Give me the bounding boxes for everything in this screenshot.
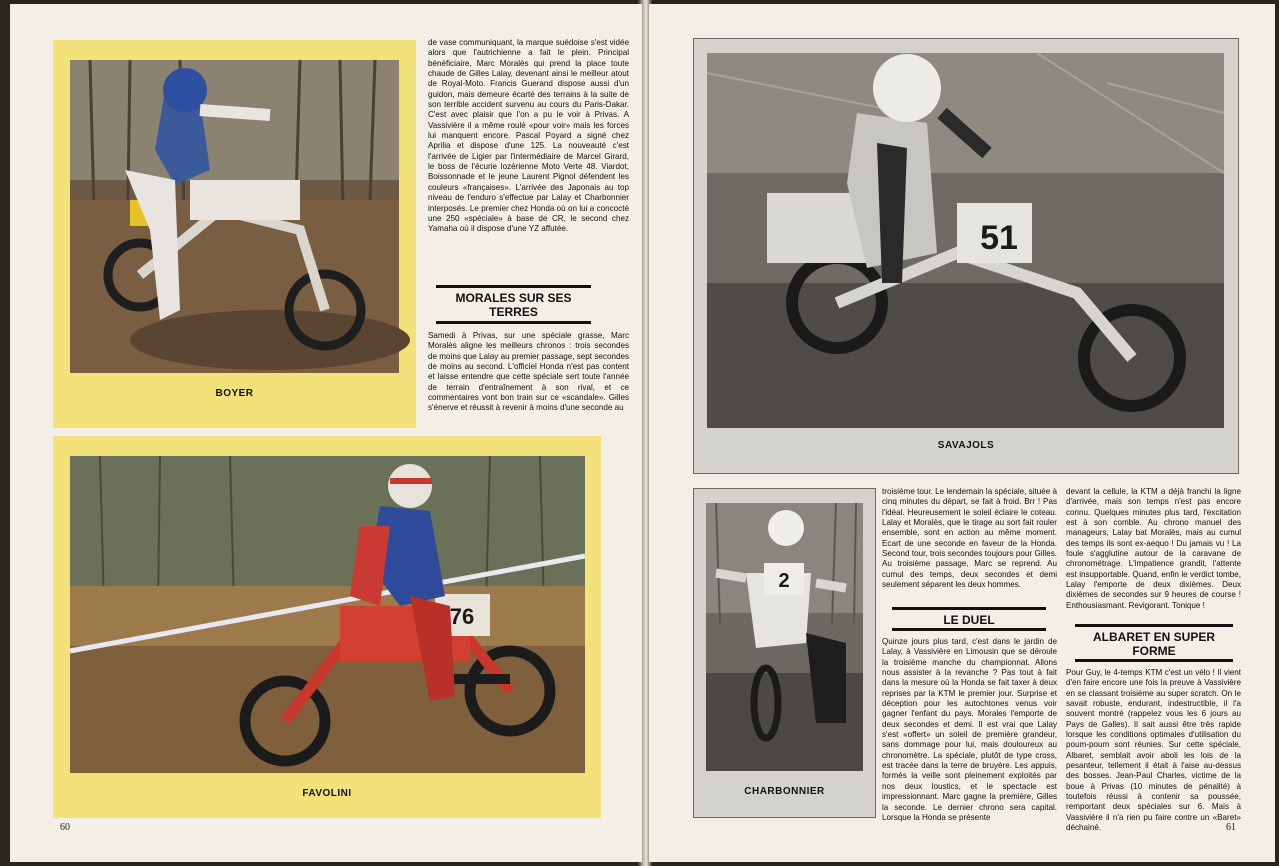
article-column-2-text: troisième tour. Le lendemain la spéciale, située à cinq minutes du départ, se fait à froid. Brr ! Pas l'idéal. Heureusement le soleil éclaire le coteau. Lalay et Moralès, que le tirage au sort fait rouler ensemble, sont en action au même moment. Ecart de une seconde en faveur de la Honda. Second tour, trois secondes toujours pour Gilles. Au troisième passage, Marc se reprend. Au cumul des temps, deux secondes et demi seulement séparent les deux hommes.: [882, 487, 1058, 590]
savajols-photo-frame: [693, 38, 1239, 474]
page-number-left: 60: [60, 822, 70, 833]
left-page: [10, 4, 642, 862]
savajols-caption: SAVAJOLS: [937, 440, 995, 451]
article-column-2b: [882, 637, 1057, 822]
boyer-photo-image: [70, 60, 399, 373]
heading-albaret-en-super-forme: ALBARET EN SUPER FORME: [1075, 624, 1233, 662]
article-column-1-text: de vase communiquant, la marque suédoise s'est vidée alors que l'autrichienne a fait le plein. Principal bénéficiaire, Marc Moralès qui prend la place toute chaude de Gilles Lalay, devenant ainsi le meilleur atout de Royal-Moto. Francis Guerand dispose aussi d'un guidon, mais demeure écarté des terrains à la suite de son terrible accident survenu au cours du Paris-Dakar. C'est avec plaisir que l'on a pu le voir à Privas. A Vassivière il a même roulé «pour voir» mais les forces lui manquent encore. Pascal Poyard a signé chez Aprilia et dispose d'une 125. La nouveauté c'est l'arrivée de Ligier par l'intermédiaire de Marcel Girard, le boss de l'écurie lozérienne Moto Verte 48. Viardot, Boissonnade et le jeune Laurent Pignol défendent les couleurs «françaises». L'arrivée des Japonais au top niveau de l'enduro s'effectue par Lalay et Charbonnier interposés. Le premier chez Honda où on lui a concocté une 250 «spéciale» à base de CR, le second chez Yamaha où il dispose d'une YZ affutée.: [428, 38, 629, 234]
right-page: [649, 4, 1275, 862]
heading-le-duel: LE DUEL: [892, 607, 1046, 631]
article-column-2b-text: Quinze jours plus tard, c'est dans le jardin de Lalay, à Vassivière en Limousin que se déroule la troisième manche du championnat. Allons nous assister à la revanche ? Pas tout à fait dans la mesure où la Honda se fait taxer à deux reprises par la KTM le premier jour. Surprise et déception pour les autochtones venus voir gagner l'enfant du pays. Morales l'emporte de deux secondes et demi. Il est vrai que Lalay s'est «offert» un soleil de première grandeur, sans dommage pour lui, mais douloureux au chronomètre. La spéciale, plutôt de type cross, est tracée dans la terre de bruyère. Les appuis, formés la veille sont pleinement exploités par nos deux loustics, et le spectacle est impressionnant. Marc gagne la première, Gilles la seconde. Le dernier chrono sera capital. Lorsque la Honda se présente: [882, 637, 1057, 822]
favolini-photo-image: [70, 456, 585, 773]
plate-51-label: 51: [980, 219, 1018, 257]
heading-morales-sur-ses-terres: MORALES SUR SES TERRES: [436, 285, 591, 324]
article-column-3: [1066, 487, 1241, 617]
page-number-right: 61: [1226, 822, 1236, 833]
article-column-3b-text: Pour Guy, le 4-temps KTM c'est un vélo ! Il vient d'en faire encore une fois la preuve à Vassivière en se classant troisième au super scratch. On le savait robuste, endurant, indestructible, il l'a souvent montré (rappelez vous les 6 jours au Pays de Galles). Il sait aussi être très rapide lorsque les conditions optimales d'utilisation du poum-poum sont réunies. Sur cette spéciale, Albaret, semblait avoir aboli les lois de la pesanteur, tellement il était à l'aise au-dessus des bosses. Jean-Paul Charles, victime de la boue à Privas (10 minutes de pénalité) à toutefois réussi à contenir sa poussée, remportant deux spéciales sur 6. Mais à Vassivière il n'a rien pu faire contre un «Baret» déchainé.: [1066, 668, 1241, 833]
savajols-photo-image: [707, 53, 1224, 428]
plate-76-label: 76: [449, 604, 475, 629]
charbonnier-photo: [706, 503, 863, 771]
plate-2-label: 2: [778, 570, 790, 592]
article-column-1: [428, 38, 629, 282]
article-column-2: [882, 487, 1057, 596]
charbonnier-caption: CHARBONNIER: [744, 786, 825, 797]
favolini-photo: [70, 456, 585, 773]
favolini-caption: FAVOLINI: [302, 788, 352, 799]
favolini-photo-frame: [53, 436, 601, 818]
charbonnier-photo-image: [706, 503, 863, 771]
boyer-photo-frame: [53, 40, 416, 428]
article-column-3-text: devant la cellule, la KTM a déjà franchi la ligne d'arrivée, mais son temps n'est pas encore connu. Quelques minutes plus tard, l'excitation est à son comble. Au chrono manuel des manageurs, Lalay bat Moralès, mais au cumul des temps ils sont ex-aequo ! Du jamais vu ! La foule s'agglutine autour de la caravane de chronométrage. L'impatience grandit, l'attente est insupportable. Quand, enfin le verdict tombe, Lalay l'emporte de deux dixièmes. Deux dixièmes de secondes sur 9 heures de course ! Enthousiasmant. Revigorant. Tonique !: [1066, 487, 1241, 610]
article-column-1b-text: Samedi à Privas, sur une spéciale grasse, Marc Moralès aligne les meilleurs chronos : trois secondes de moins que Lalay au premier passage, sept secondes de moins au second. L'officiel Honda n'est pas content et laisse entendre que cette spéciale sert toute l'année de terrain d'entraînement à son rival, et ce commentaires vont bon train sur ce «scandale». Gilles s'énerve et réussit à revenir à moins d'une seconde au: [428, 331, 629, 413]
charbonnier-photo-frame: [693, 488, 876, 818]
article-column-1b: [428, 331, 629, 429]
boyer-photo: [70, 60, 399, 373]
savajols-photo: [707, 53, 1224, 428]
boyer-caption: BOYER: [215, 388, 254, 399]
